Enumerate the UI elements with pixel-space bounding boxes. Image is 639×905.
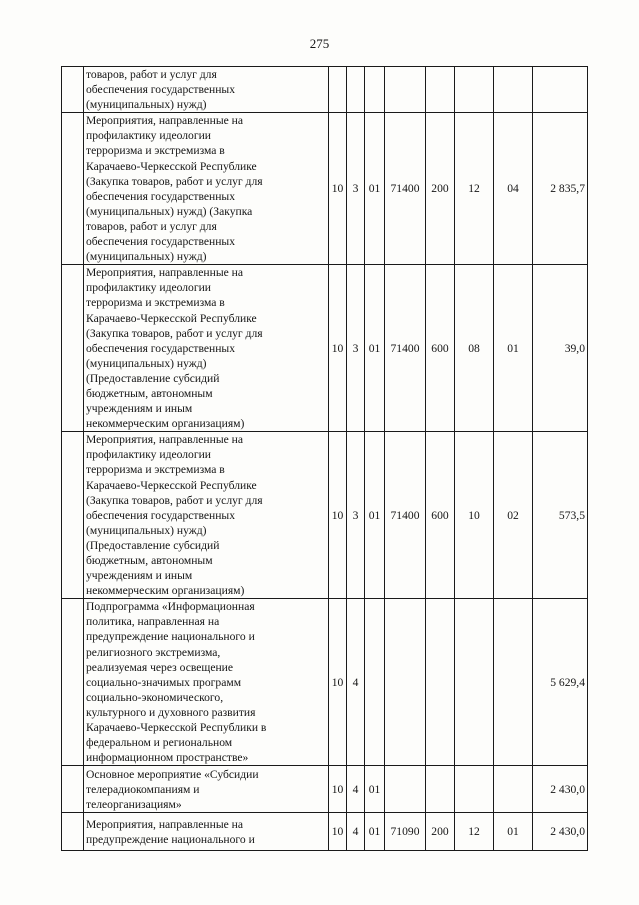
amount-cell: 2 835,7 [533,113,588,265]
table-row [62,813,588,851]
row-name-line: профилактику идеологии [86,281,212,295]
subsection-cell: 01 [494,265,533,432]
row-name-line: Карачаево-Черкесской Республики в [86,721,267,735]
row-marker-cell [62,67,84,113]
measure-cell [365,67,385,113]
row-name-line: телеорганизациям» [86,797,182,811]
row-name-line: (муниципальных) нужд) (Закупка [86,204,253,218]
row-name-line: (Предоставление субсидий [86,371,220,385]
subsection-cell: 04 [494,113,533,265]
row-marker-cell [62,113,84,265]
subsection-cell: 02 [494,432,533,599]
section-cell: 10 [455,432,494,599]
row-name-line: обеспечения государственных [86,83,236,97]
row-name-line: обеспечения государственных [86,189,236,203]
budget-table [61,66,588,851]
direction-cell: 71400 [385,432,426,599]
direction-cell [385,67,426,113]
row-marker-cell [62,766,84,813]
section-cell [455,67,494,113]
row-name-line: (муниципальных) нужд) [86,356,207,370]
row-name-line: культурного и духовного развития [86,705,256,719]
row-name-line: Карачаево-Черкесской Республике [86,311,257,325]
row-name-line: (муниципальных) нужд) [86,250,207,264]
expense-type-cell: 200 [426,813,455,851]
code-cell: 10 [329,813,347,851]
row-name-line: Подпрограмма «Информационная [86,600,255,614]
row-name-cell [84,813,329,851]
row-name-line: телерадиокомпаниям и [86,782,200,796]
row-name-line: Основное мероприятие «Субсидии [86,767,259,781]
section-cell: 12 [455,113,494,265]
row-name-line: некоммерческим организациям) [86,417,245,431]
section-cell: 08 [455,265,494,432]
table-row [62,113,588,265]
row-name-line: терроризма и экстремизма в [86,463,225,477]
table-row [62,432,588,599]
measure-cell: 01 [365,265,385,432]
subsection-cell [494,67,533,113]
code-cell: 10 [329,265,347,432]
row-name-line: федеральном и региональном [86,736,233,750]
measure-cell [365,599,385,766]
code-cell: 10 [329,432,347,599]
subprogram-cell: 3 [347,432,365,599]
expense-type-cell: 600 [426,432,455,599]
subsection-cell: 01 [494,813,533,851]
code-cell [329,67,347,113]
row-name-line: информационном пространстве» [86,751,249,765]
table-row [62,766,588,813]
row-name-line: бюджетным, автономным [86,554,213,567]
row-name-line: политика, направленная на [86,615,220,629]
subprogram-cell [347,67,365,113]
expense-type-cell [426,766,455,813]
table-row [62,265,588,432]
subsection-cell [494,599,533,766]
row-name-line: реализуемая через освещение [86,660,234,674]
section-cell [455,599,494,766]
row-name-cell [84,265,329,432]
row-name-line: Мероприятия, направленные на [86,266,244,280]
row-name-line: (Закупка товаров, работ и услуг для [86,174,263,188]
row-name-line: предупреждение национального и [86,832,255,846]
measure-cell: 01 [365,432,385,599]
row-name-line: профилактику идеологии [86,129,212,143]
measure-cell: 01 [365,766,385,813]
row-name-line: обеспечения государственных [86,235,236,249]
code-cell: 10 [329,113,347,265]
row-name-line: обеспечения государственных [86,341,236,355]
subprogram-cell: 4 [347,813,365,851]
row-name-line: предупреждение национального и [86,630,255,644]
direction-cell [385,599,426,766]
row-marker-cell [62,265,84,432]
row-name-line: учреждениям и иным [86,569,193,583]
row-name-line: учреждениям и иным [86,402,193,416]
row-name-cell [84,766,329,813]
row-name-line: Мероприятия, направленные на [86,817,244,831]
row-name-cell [84,599,329,766]
subprogram-cell: 3 [347,265,365,432]
row-marker-cell [62,432,84,599]
row-name-line: обеспечения государственных [86,508,236,522]
row-marker-cell [62,813,84,851]
row-name-line: терроризма и экстремизма в [86,296,225,310]
row-name-line: Карачаево-Черкесской Республике [86,159,257,173]
row-name-line: профилактику идеологии [86,448,212,462]
row-name-line: (Предоставление субсидий [86,538,220,552]
amount-cell: 39,0 [533,265,588,432]
amount-cell: 2 430,0 [533,766,588,813]
row-name-line: (Закупка товаров, работ и услуг для [86,326,263,340]
row-name-line: религиозного экстремизма, [86,645,221,659]
subprogram-cell: 3 [347,113,365,265]
amount-cell: 5 629,4 [533,599,588,766]
expense-type-cell [426,67,455,113]
table-row [62,599,588,766]
direction-cell: 71400 [385,113,426,265]
subprogram-cell: 4 [347,599,365,766]
row-name-cell [84,113,329,265]
budget-table-body [62,67,588,851]
direction-cell: 71090 [385,813,426,851]
amount-cell [533,67,588,113]
section-cell [455,766,494,813]
row-name-cell [84,432,329,599]
expense-type-cell [426,599,455,766]
row-name-line: (Закупка товаров, работ и услуг для [86,493,263,507]
row-name-line: Карачаево-Черкесской Республике [86,478,257,492]
row-name-cell [84,67,329,113]
subprogram-cell: 4 [347,766,365,813]
row-name-line: социально-экономического, [86,690,224,704]
row-name-line: терроризма и экстремизма в [86,144,225,158]
expense-type-cell: 200 [426,113,455,265]
measure-cell: 01 [365,113,385,265]
section-cell: 12 [455,813,494,851]
direction-cell [385,766,426,813]
subsection-cell [494,766,533,813]
expense-type-cell: 600 [426,265,455,432]
row-name-line: Мероприятия, направленные на [86,433,244,447]
row-name-line: некоммерческим организациям) [86,584,245,598]
row-name-line: социально-значимых программ [86,675,242,689]
direction-cell: 71400 [385,265,426,432]
code-cell: 10 [329,599,347,766]
amount-cell: 573,5 [533,432,588,599]
row-name-line: Мероприятия, направленные на [86,114,244,128]
code-cell: 10 [329,766,347,813]
row-name-line: товаров, работ и услуг для [86,219,217,233]
table-row [62,67,588,113]
row-marker-cell [62,599,84,766]
row-name-line: (муниципальных) нужд) [86,98,207,112]
amount-cell: 2 430,0 [533,813,588,851]
row-name-line: товаров, работ и услуг для [86,68,217,81]
measure-cell: 01 [365,813,385,851]
row-name-line: (муниципальных) нужд) [86,523,207,537]
row-name-line: бюджетным, автономным [86,386,213,400]
page-number: 275 [309,36,330,51]
